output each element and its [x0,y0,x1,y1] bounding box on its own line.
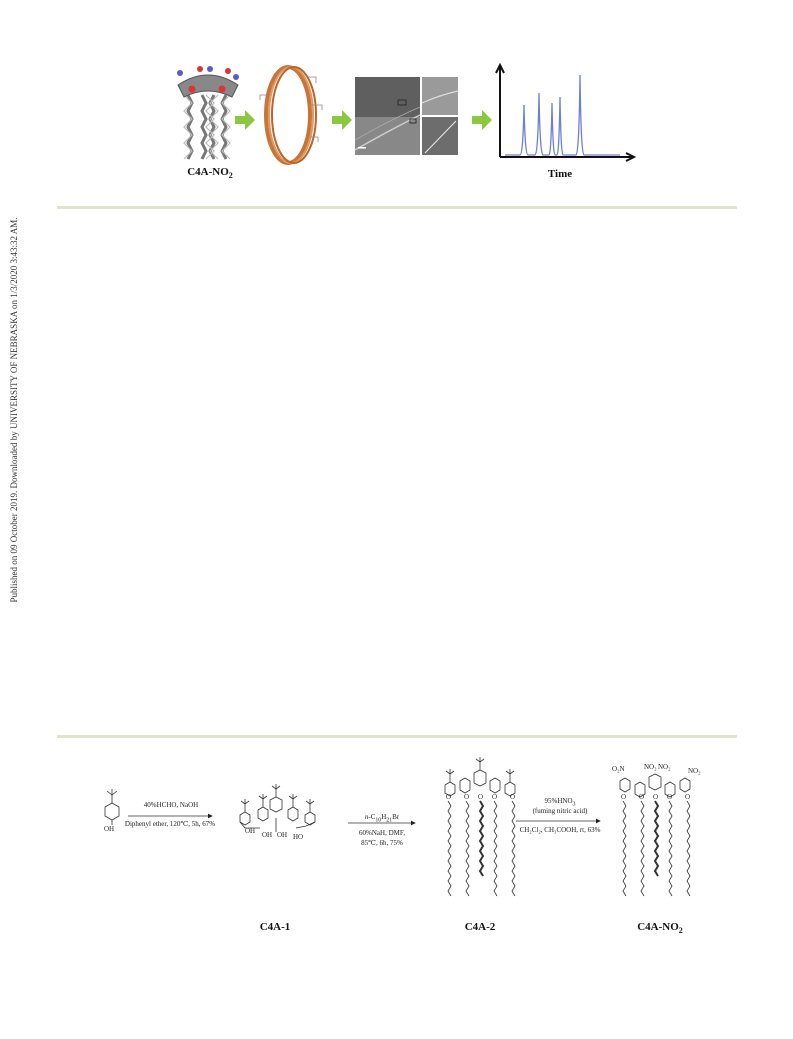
ether-oxygen-label: O [510,793,516,801]
step3-note: (fuming nitric acid) [532,807,588,815]
step2-conditions-line1: 60%NaH, DMF, [359,829,405,837]
ether-oxygen-label: O [653,793,659,801]
step3-conditions: CH₂Cl₂, CH₃COOH, rt, 63% [519,826,601,834]
hydroxyl-label: OH [262,831,273,839]
ether-oxygen-label: O [667,793,673,801]
step1-conditions: Diphenyl ether, 120℃, 5h, 67% [124,820,216,828]
ether-oxygen-label: O [478,793,484,801]
chromatogram-axis-label: Time [547,168,573,180]
compound-label-c4a-no2: $C4A-NO_2$ [637,921,683,936]
ether-oxygen-label: O [621,793,627,801]
arrow-icon [332,110,352,130]
step2-conditions-line2: 85℃, 6h, 75% [361,839,403,847]
hydroxyl-label: OH [277,831,288,839]
hydroxyl-label: HO [293,833,304,841]
reactant-oh-label: OH [104,825,115,833]
nitro-label: NO₂ [688,767,701,775]
top-divider [57,206,737,209]
toc-molecule-label: $C4A-NO_2$ [187,166,233,181]
chromatogram-plot [496,65,634,161]
bottom-divider [57,735,737,738]
nitro-label: O₂N [612,765,625,773]
tert-butylphenol-structure [105,789,119,825]
compound-label-c4a-2: C4A-2 [464,921,496,933]
ether-oxygen-label: O [492,793,498,801]
hydroxyl-label: OH [245,827,256,835]
toc-graphic [160,55,640,185]
nitro-label: NO₂ [658,763,671,771]
step2-reagent: $n-C_{10}H_{21}Br$ [364,813,400,824]
step3-reagent: $95\%HNO_3$ [544,797,576,808]
calixarene-c4a-2-structure [445,757,515,896]
ether-oxygen-label: O [685,793,691,801]
calixarene-c4a-1-structure [240,784,315,832]
sem-micrograph [355,77,458,155]
compound-label-c4a-1: C4A-1 [259,921,291,933]
molecule-model [177,66,239,159]
capillary-column-icon [260,67,322,163]
arrow-icon [235,110,255,130]
nitro-label: NO₂ [644,763,657,771]
step1-reagents: 40%HCHO, NaOH [143,801,199,809]
download-sidenote [0,0,28,1039]
ether-oxygen-label: O [639,793,645,801]
arrow-icon [472,110,492,130]
ether-oxygen-label: O [446,793,452,801]
download-sidenote-text: Published on 09 October 2019. Downloaded by UNIVERSITY OF NEBRASKA on 1/3/2020 3:43:32 AM. [9,217,19,603]
synthesis-scheme [80,755,720,955]
ether-oxygen-label: O [464,793,470,801]
chromatogram-trace [505,75,620,155]
